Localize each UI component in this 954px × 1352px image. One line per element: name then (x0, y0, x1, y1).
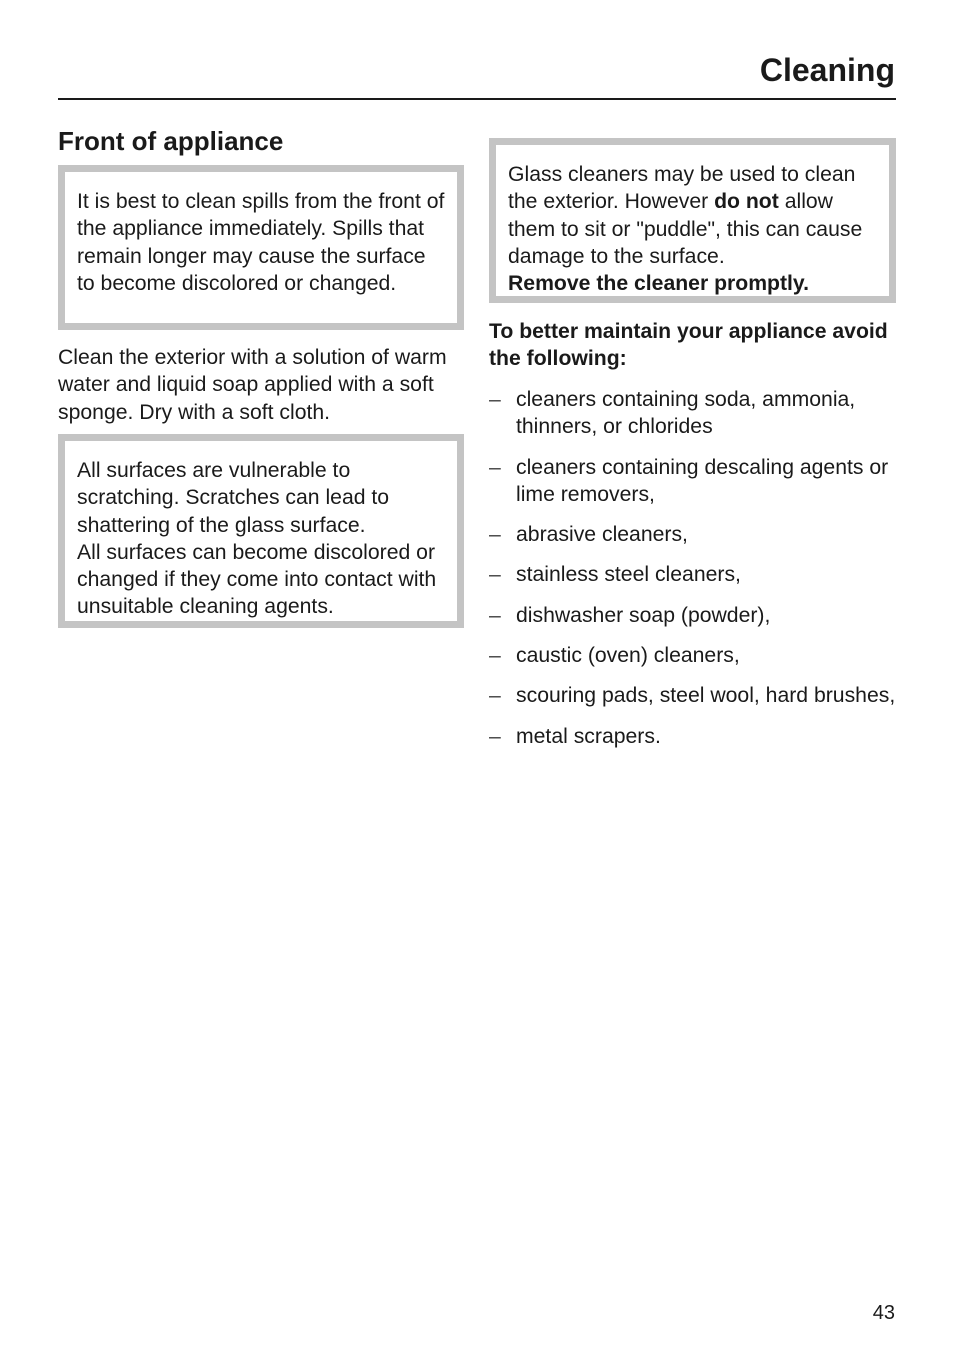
dash-bullet: – (489, 388, 501, 411)
dash-bullet: – (489, 563, 501, 587)
list-item-text: scouring pads, steel wool, hard brushes, (516, 684, 896, 708)
dash-bullet: – (489, 684, 501, 708)
dash-bullet: – (489, 523, 501, 547)
note-box-scratching (58, 434, 464, 628)
list-item (489, 454, 896, 509)
list-item-text: abrasive cleaners, (516, 523, 688, 547)
list-item-text: cleaners containing soda, ammonia, thinners, or chlorides (516, 388, 856, 439)
note-text: All surfaces are vulnerable to scratching. Scratches can lead to shattering of the glass surface. (77, 459, 390, 537)
list-item (489, 386, 896, 441)
dash-bullet: – (489, 724, 501, 748)
page-title: Cleaning (759, 52, 895, 88)
section-heading: Front of appliance (58, 126, 284, 156)
note-text (508, 161, 881, 270)
dash-bullet: – (489, 455, 501, 479)
list-item-text: caustic (oven) cleaners, (516, 644, 740, 668)
note-warning: Remove the cleaner promptly. (508, 272, 810, 296)
note-box-spills (58, 165, 464, 330)
note-text: All surfaces can become discolored or changed if they come into contact with unsuitable cleaning agents. (77, 540, 437, 619)
list-item-text: dishwasher soap (powder), (516, 603, 771, 627)
title-divider (58, 98, 896, 100)
note-emphasis: do not (714, 190, 779, 214)
list-heading: To better maintain your appliance avoid the following: (489, 320, 888, 371)
list-item (489, 682, 896, 709)
list-item (489, 602, 896, 629)
note-text: It is best to clean spills from the front of the appliance immediately. Spills that remain longer may cause the surface to become discolored or changed. (77, 190, 445, 295)
note-text-part: allow them to sit or "puddle", this can cause damage to the surface. (508, 190, 863, 268)
note-box-glass-cleaners (489, 138, 896, 303)
list-item (489, 723, 896, 750)
list-item-text: stainless steel cleaners, (516, 563, 741, 587)
page-number: 43 (872, 1302, 895, 1324)
avoid-list (489, 386, 896, 763)
cleaning-instructions: Clean the exterior with a solution of warm water and liquid soap applied with a soft sponge. Dry with a soft cloth. (58, 346, 447, 424)
dash-bullet: – (489, 644, 501, 668)
list-item (489, 561, 896, 588)
note-text-part: Glass cleaners may be used to clean the exterior. However (508, 163, 856, 214)
list-item (489, 642, 896, 669)
list-item-text: cleaners containing descaling agents or lime removers, (516, 455, 889, 506)
dash-bullet: – (489, 603, 501, 627)
list-item (489, 521, 896, 548)
list-item-text: metal scrapers. (516, 724, 661, 748)
